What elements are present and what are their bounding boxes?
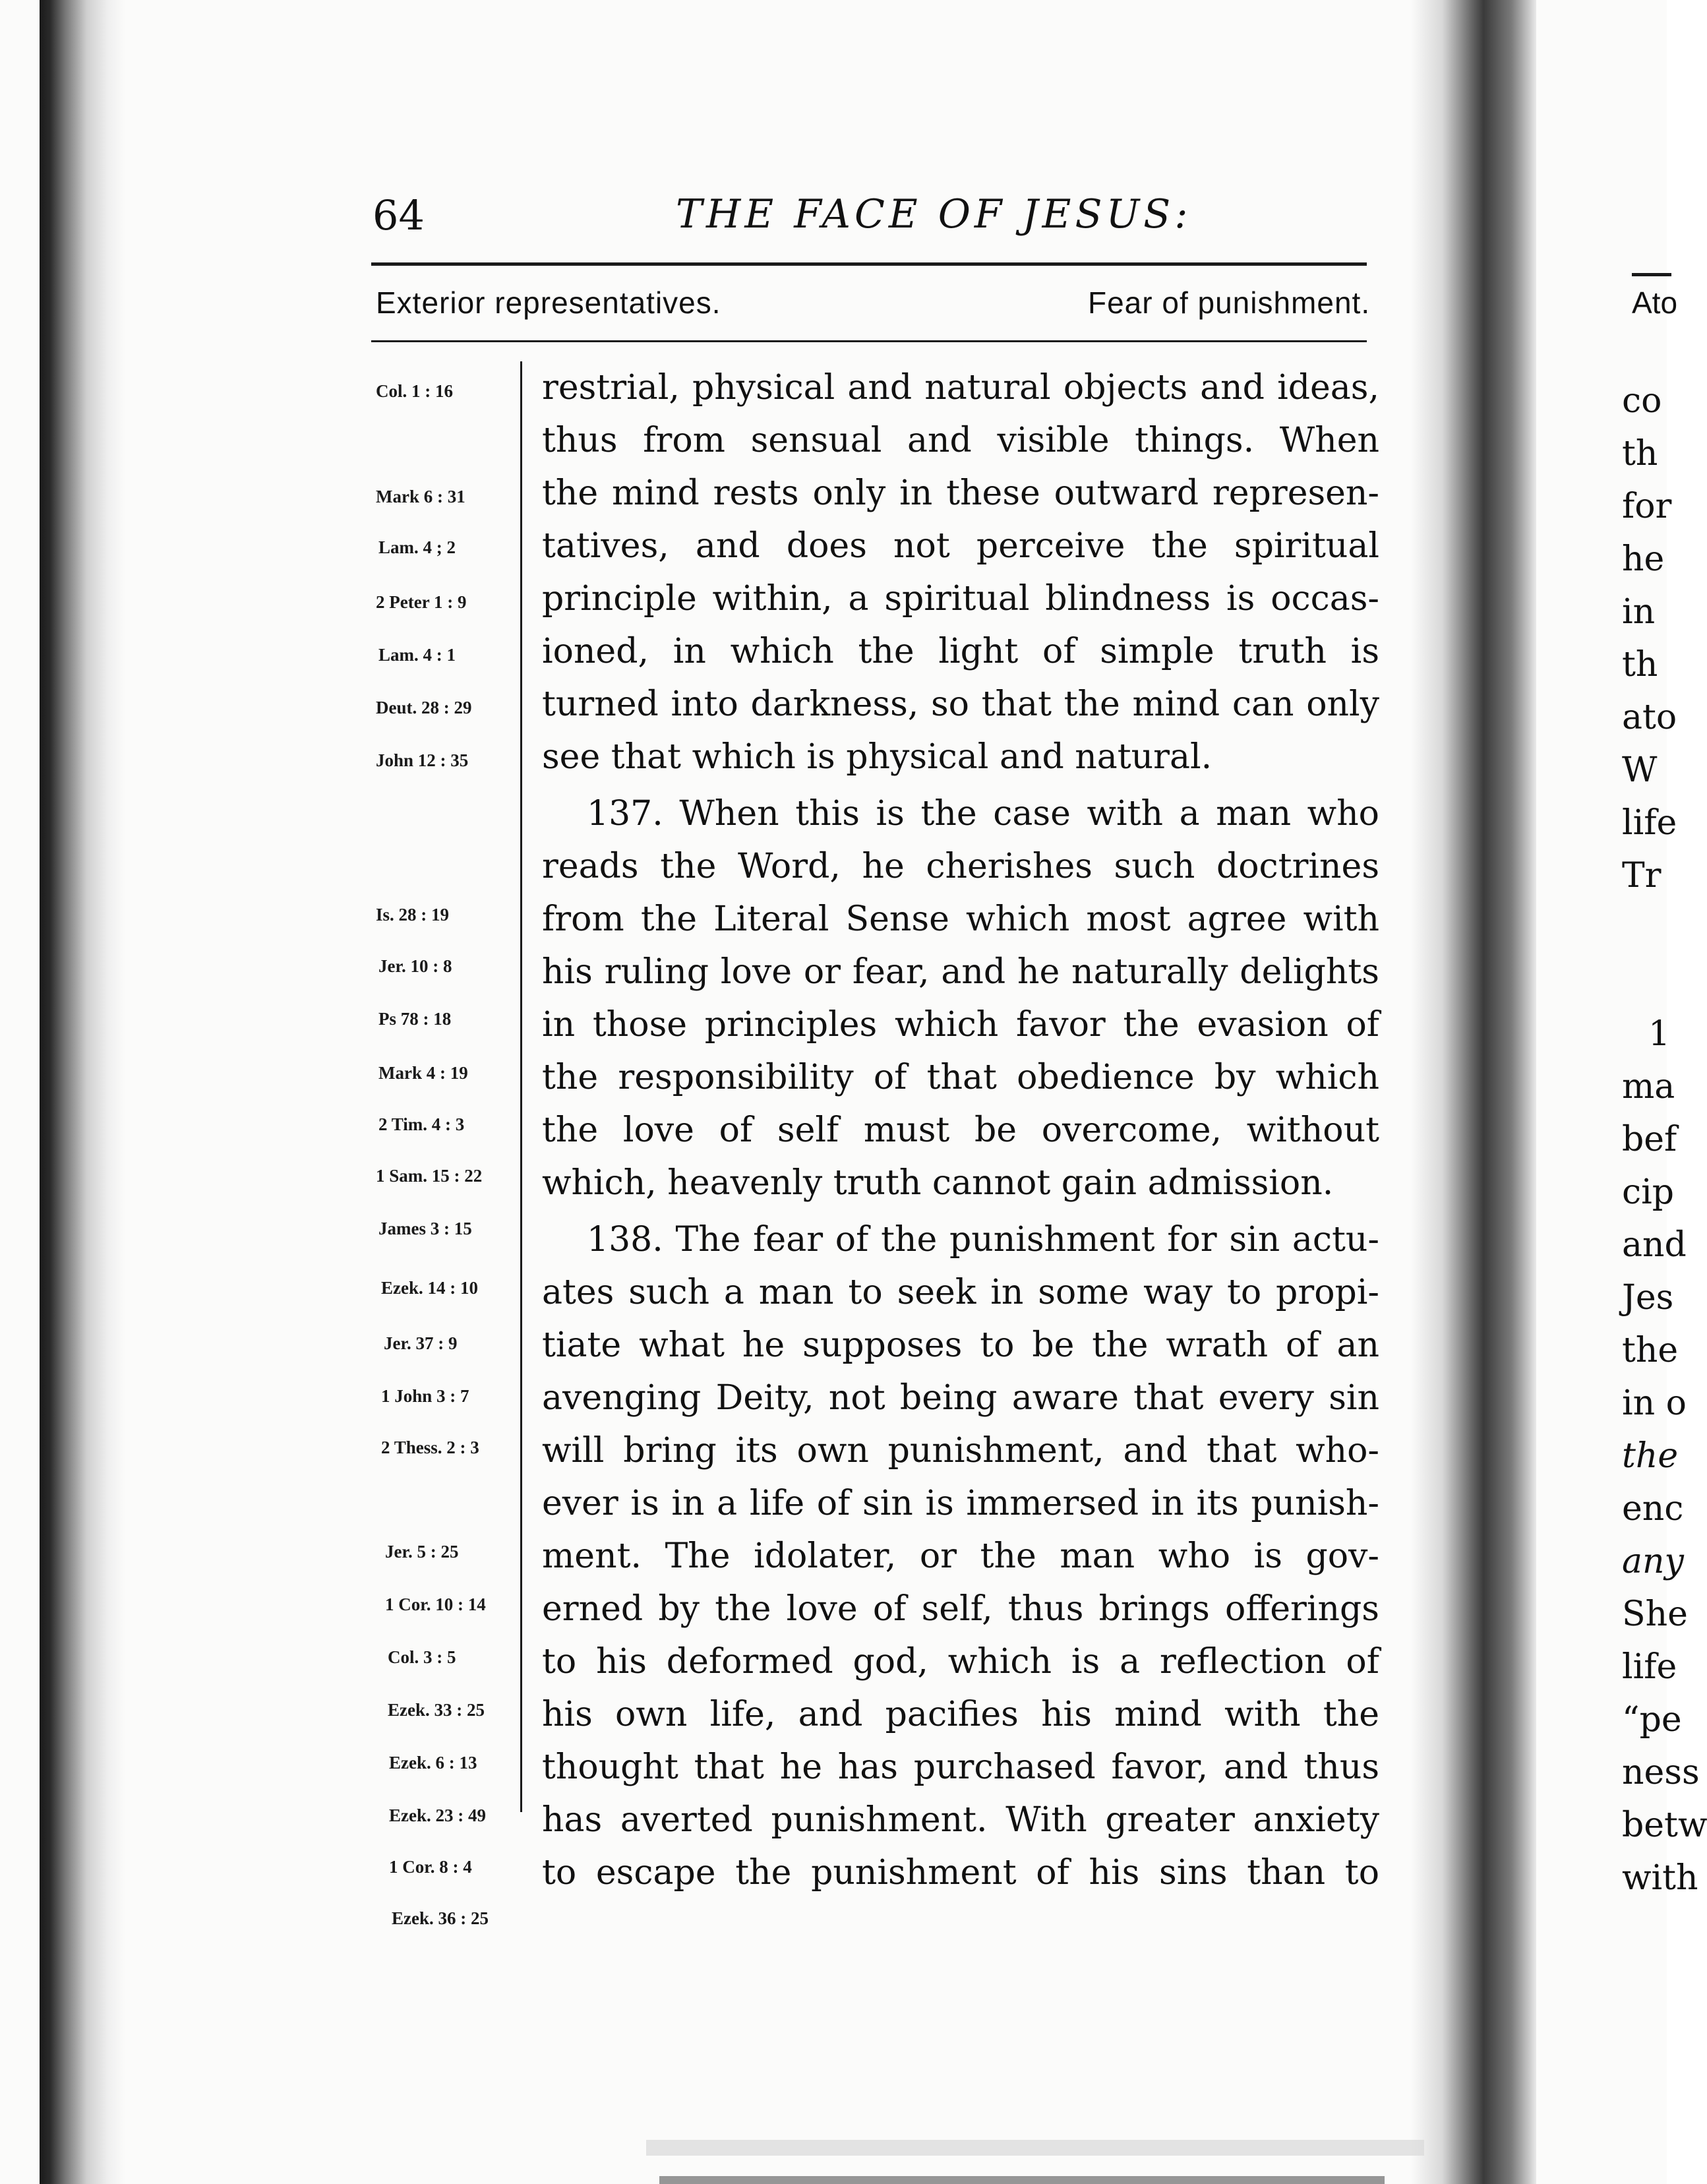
text-line: erned by the love of self, thus brings offerings [542,1589,1379,1629]
text-line: avenging Deity, not being aware that every sin [542,1378,1379,1418]
subhead-right: Fear of punishment. [1088,286,1371,320]
facing-line: for [1622,487,1672,526]
facing-line: ato [1622,698,1677,737]
text-line: the mind rests only in these outward represen- [542,473,1379,513]
margin-ref: 2 Peter 1 : 9 [376,592,467,612]
text-line: restrial, physical and natural objects and ideas, [542,368,1379,408]
margin-ref: 2 Thess. 2 : 3 [381,1438,479,1457]
facing-line: in o [1622,1383,1687,1423]
text-line: see that which is physical and natural. [542,737,1213,777]
text-line: which, heavenly truth cannot gain admission. [542,1163,1334,1203]
text-line: to his deformed god, which is a reflection of [542,1642,1379,1682]
facing-line: “pe [1622,1700,1682,1740]
text-line: principle within, a spiritual blindness is occas- [542,579,1379,619]
margin-ref: Deut. 28 : 29 [376,698,472,717]
text-line: has averted punishment. With greater anxiety [542,1800,1379,1840]
margin-ref: Col. 1 : 16 [376,381,453,401]
margin-ref: Jer. 10 : 8 [378,956,452,976]
facing-line: with [1622,1858,1698,1898]
margin-ref: Jer. 37 : 9 [384,1333,458,1353]
facing-line: Tr [1622,856,1662,895]
text-line: from the Literal Sense which most agree with [542,899,1379,939]
margin-ref: Jer. 5 : 25 [385,1542,459,1562]
margin-ref: 1 John 3 : 7 [381,1386,469,1406]
subhead-left: Exterior representatives. [376,286,721,320]
facing-line: ma [1622,1067,1675,1107]
facing-line: the [1622,1436,1679,1476]
margin-ref: 1 Sam. 15 : 22 [376,1166,483,1186]
page-bottom-shadow [646,2140,1424,2156]
text-line: will bring its own punishment, and that who- [542,1431,1379,1471]
facing-line: cip [1622,1172,1675,1212]
margin-ref: Ezek. 33 : 25 [388,1700,485,1720]
left-binding-edge [40,0,125,2184]
margin-ref: Ezek. 36 : 25 [392,1908,489,1928]
facing-line: th [1622,645,1658,684]
text-line: thought that he has purchased favor, and thus [542,1747,1379,1787]
text-line: tiate what he supposes to be the wrath of an [542,1325,1379,1365]
body-text [542,361,1379,1899]
margin-ref: Ezek. 14 : 10 [381,1278,478,1298]
header-rule-top [371,262,1367,266]
margin-ref: Lam. 4 : 1 [378,645,456,665]
facing-line: life [1622,803,1677,843]
margin-ref: Mark 6 : 31 [376,487,465,506]
scan-bottom-strip [659,2176,1385,2184]
text-line: the responsibility of that obedience by which [542,1058,1379,1097]
facing-line: in [1622,592,1656,632]
text-line: his ruling love or fear, and he naturally delights [542,952,1379,992]
facing-line: bef [1622,1120,1677,1159]
margin-ref: 1 Cor. 8 : 4 [389,1857,472,1877]
text-line: to escape the punishment of his sins than to [542,1853,1379,1893]
facing-line: th [1622,434,1658,473]
text-line: 138. The fear of the punishment for sin actu- [587,1220,1379,1259]
page-number: 64 [373,191,425,239]
text-line: his own life, and pacifies his mind with the [542,1695,1379,1734]
margin-column-rule [520,361,522,1812]
margin-ref: Ezek. 23 : 49 [389,1805,486,1825]
paragraph-continued [542,361,1379,783]
facing-line: She [1622,1594,1688,1634]
facing-line: any [1622,1542,1684,1581]
text-line: ioned, in which the light of simple truth is [542,632,1379,671]
margin-ref: Col. 3 : 5 [388,1647,456,1667]
text-line: 137. When this is the case with a man who [587,794,1379,834]
margin-ref: Is. 28 : 19 [376,905,450,925]
text-line: ment. The idolater, or the man who is gov- [542,1536,1379,1576]
paragraph-137 [542,787,1379,1209]
margin-ref: Lam. 4 ; 2 [378,537,456,557]
margin-ref: Ps 78 : 18 [378,1009,452,1029]
facing-line: enc [1622,1489,1684,1529]
text-line: thus from sensual and visible things. When [542,421,1379,460]
facing-line: W [1622,750,1658,790]
facing-line: ness [1622,1753,1700,1792]
text-line: in those principles which favor the evasion of [542,1005,1379,1045]
margin-ref: James 3 : 15 [378,1219,472,1238]
running-title: THE FACE OF JESUS: [676,191,1192,237]
header-rule-bottom [371,340,1367,342]
facing-line: co [1622,381,1662,421]
facing-line: he [1622,539,1665,579]
text-line: the love of self must be overcome, without [542,1110,1379,1150]
text-line: tatives, and does not perceive the spiritual [542,526,1379,566]
facing-line: the [1622,1331,1679,1370]
paragraph-138 [542,1213,1379,1899]
margin-ref: Mark 4 : 19 [378,1063,468,1083]
margin-ref: Ezek. 6 : 13 [389,1753,477,1773]
margin-ref: 2 Tim. 4 : 3 [378,1114,465,1134]
facing-line: Jes [1622,1278,1674,1318]
facing-line: betw [1622,1805,1707,1845]
text-line: turned into darkness, so that the mind can only [542,684,1379,724]
book-gutter [1411,0,1536,2184]
facing-line: 1 [1648,1014,1671,1054]
text-line: ever is in a life of sin is immersed in its punish- [542,1484,1379,1523]
facing-line: and [1622,1225,1687,1265]
facing-line: life [1622,1647,1677,1687]
margin-ref: 1 Cor. 10 : 14 [385,1594,486,1614]
text-line: ates such a man to seek in some way to propi- [542,1273,1379,1312]
text-line: reads the Word, he cherishes such doctrines [542,847,1379,886]
margin-ref: John 12 : 35 [376,750,469,770]
facing-subhead: Ato [1632,286,1678,320]
facing-header-rule [1632,273,1671,276]
